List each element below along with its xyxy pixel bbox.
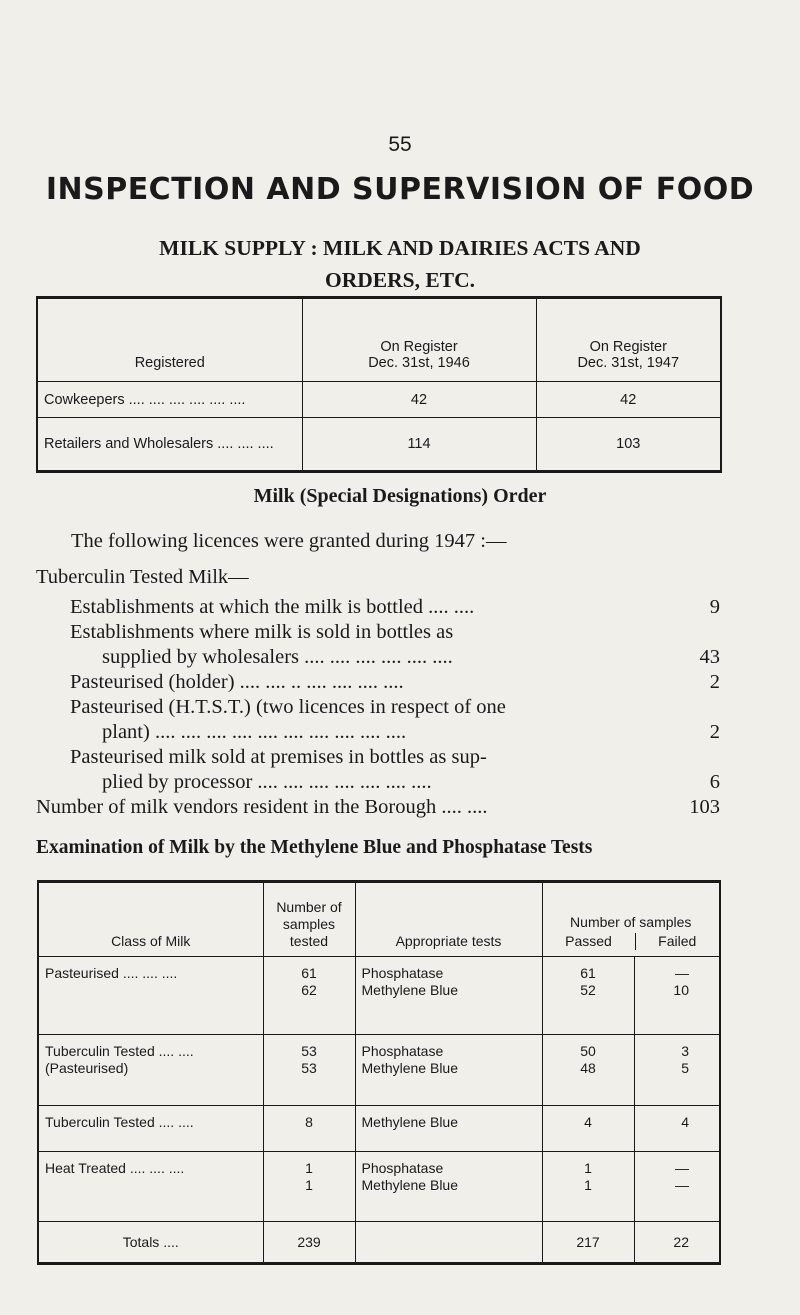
class-label-sub: (Pasteurised): [45, 1060, 129, 1076]
page-title: INSPECTION AND SUPERVISION OF FOOD: [45, 172, 755, 207]
failed-value: —: [675, 965, 689, 981]
vendors-row: [36, 796, 720, 826]
vendors-count: 103: [689, 796, 720, 818]
value-1947: 42: [536, 382, 721, 418]
failed-header: Failed: [635, 933, 720, 950]
totals-row: [38, 1222, 720, 1264]
totals-failed: 22: [634, 1222, 720, 1264]
failed-cell: [634, 1035, 720, 1106]
section-heading: Milk (Special Designations) Order: [253, 485, 547, 507]
value-1947: 103: [536, 418, 721, 472]
test-name: Methylene Blue: [361, 982, 459, 998]
vendors-label: Number of milk vendors resident in the Borough .... ....: [36, 796, 488, 818]
samples-header: [542, 882, 720, 957]
subtitle-line-1: MILK SUPPLY : MILK AND DAIRIES ACTS AND: [159, 236, 641, 260]
number-tested-header: Number of samples tested: [263, 882, 355, 957]
test-name: Phosphatase: [361, 965, 444, 981]
test-name: Phosphatase: [361, 1043, 444, 1059]
licence-count: 9: [709, 596, 720, 618]
number-value: 8: [305, 1114, 313, 1130]
intro-text: The following licences were granted during 1947 :—: [71, 530, 507, 552]
class-cell: [38, 1035, 263, 1106]
class-label: Tuberculin Tested .... ....: [45, 1043, 194, 1059]
failed-value: 5: [681, 1060, 689, 1076]
registered-header: Registered: [37, 298, 302, 382]
class-cell: [38, 957, 263, 1035]
table-row: [37, 382, 721, 418]
passed-value: 61: [580, 965, 596, 981]
licence-item: [70, 696, 720, 750]
passed-cell: [542, 1106, 634, 1152]
licence-label: Establishments where milk is sold in bottles as: [70, 621, 454, 643]
examination-table: [37, 880, 721, 1265]
class-cell: [38, 1106, 263, 1152]
table-row: [38, 1035, 720, 1106]
failed-value: —: [675, 1177, 689, 1193]
number-cell: [263, 957, 355, 1035]
test-name: Methylene Blue: [361, 1060, 459, 1076]
number-value: 1: [305, 1177, 313, 1193]
row-label: Retailers and Wholesalers .... .... ....: [37, 418, 302, 472]
tests-header: Appropriate tests: [355, 882, 542, 957]
tests-cell: [355, 1152, 542, 1222]
value-1946: 42: [302, 382, 536, 418]
number-value: 1: [305, 1160, 313, 1176]
number-value: 62: [301, 982, 317, 998]
passed-value: 1: [584, 1177, 592, 1193]
totals-passed: 217: [542, 1222, 634, 1264]
passed-value: 52: [580, 982, 596, 998]
register-1946-header: On Register Dec. 31st, 1946: [302, 298, 536, 382]
class-header: Class of Milk: [38, 882, 263, 957]
licence-count: 2: [709, 671, 720, 693]
passed-cell: [542, 957, 634, 1035]
licence-label: Pasteurised milk sold at premises in bottles as sup-: [70, 746, 487, 768]
registration-header-row: [37, 298, 721, 382]
licence-count: 6: [709, 771, 720, 793]
registration-table: [36, 296, 722, 473]
subtitle: [0, 232, 800, 296]
totals-tests-empty: [355, 1222, 542, 1264]
passed-cell: [542, 1152, 634, 1222]
licence-item: [70, 746, 720, 800]
page-number: 55: [388, 133, 412, 156]
licence-label: Establishments at which the milk is bottled .... ....: [70, 596, 475, 618]
examination-heading: Examination of Milk by the Methylene Blue and Phosphatase Tests: [36, 837, 593, 858]
licence-label-continued: plied by processor .... .... .... .... .... .... ....: [102, 771, 432, 793]
examination-header-row: [38, 882, 720, 957]
licence-count: 2: [709, 721, 720, 743]
table-row: [38, 1152, 720, 1222]
class-cell: [38, 1152, 263, 1222]
failed-cell: [634, 1152, 720, 1222]
licence-label-continued: plant) .... .... .... .... .... .... .... .... .... ....: [102, 721, 407, 743]
tuberculin-heading: Tuberculin Tested Milk—: [36, 566, 249, 588]
register-1947-header: On Register Dec. 31st, 1947: [536, 298, 721, 382]
value-1946: 114: [302, 418, 536, 472]
passed-value: 48: [580, 1060, 596, 1076]
table-row: [37, 418, 721, 472]
totals-label: Totals ....: [38, 1222, 263, 1264]
failed-value: 10: [673, 982, 689, 998]
licence-label: Pasteurised (H.T.S.T.) (two licences in respect of one: [70, 696, 506, 718]
passed-cell: [542, 1035, 634, 1106]
number-cell: [263, 1152, 355, 1222]
tests-cell: [355, 957, 542, 1035]
class-label: Tuberculin Tested .... ....: [45, 1114, 194, 1130]
passed-value: 50: [580, 1043, 596, 1059]
test-name: Methylene Blue: [361, 1114, 459, 1130]
number-cell: [263, 1106, 355, 1152]
failed-cell: [634, 1106, 720, 1152]
failed-value: 3: [681, 1043, 689, 1059]
passed-value: 4: [584, 1114, 592, 1130]
passed-value: 1: [584, 1160, 592, 1176]
number-value: 61: [301, 965, 317, 981]
totals-number: 239: [263, 1222, 355, 1264]
failed-value: —: [675, 1160, 689, 1176]
number-cell: [263, 1035, 355, 1106]
class-label: Pasteurised .... .... ....: [45, 965, 178, 981]
table-row: [38, 957, 720, 1035]
tests-cell: [355, 1106, 542, 1152]
licence-label-continued: supplied by wholesalers .... .... .... .... .... ....: [102, 646, 453, 668]
passed-header: Passed: [565, 933, 612, 949]
failed-value: 4: [681, 1114, 689, 1130]
licence-label: Pasteurised (holder) .... .... .. .... .... .... ....: [70, 671, 404, 693]
subtitle-line-2: ORDERS, ETC.: [325, 268, 475, 292]
samples-header-label: Number of samples: [570, 914, 692, 930]
test-name: Phosphatase: [361, 1160, 444, 1176]
number-value: 53: [301, 1043, 317, 1059]
tests-cell: [355, 1035, 542, 1106]
row-label: Cowkeepers .... .... .... .... .... ....: [37, 382, 302, 418]
table-row: [38, 1106, 720, 1152]
class-label: Heat Treated .... .... ....: [45, 1160, 185, 1176]
licence-item: [70, 621, 720, 675]
test-name: Methylene Blue: [361, 1177, 459, 1193]
failed-cell: [634, 957, 720, 1035]
licence-count: 43: [699, 646, 720, 668]
number-value: 53: [301, 1060, 317, 1076]
